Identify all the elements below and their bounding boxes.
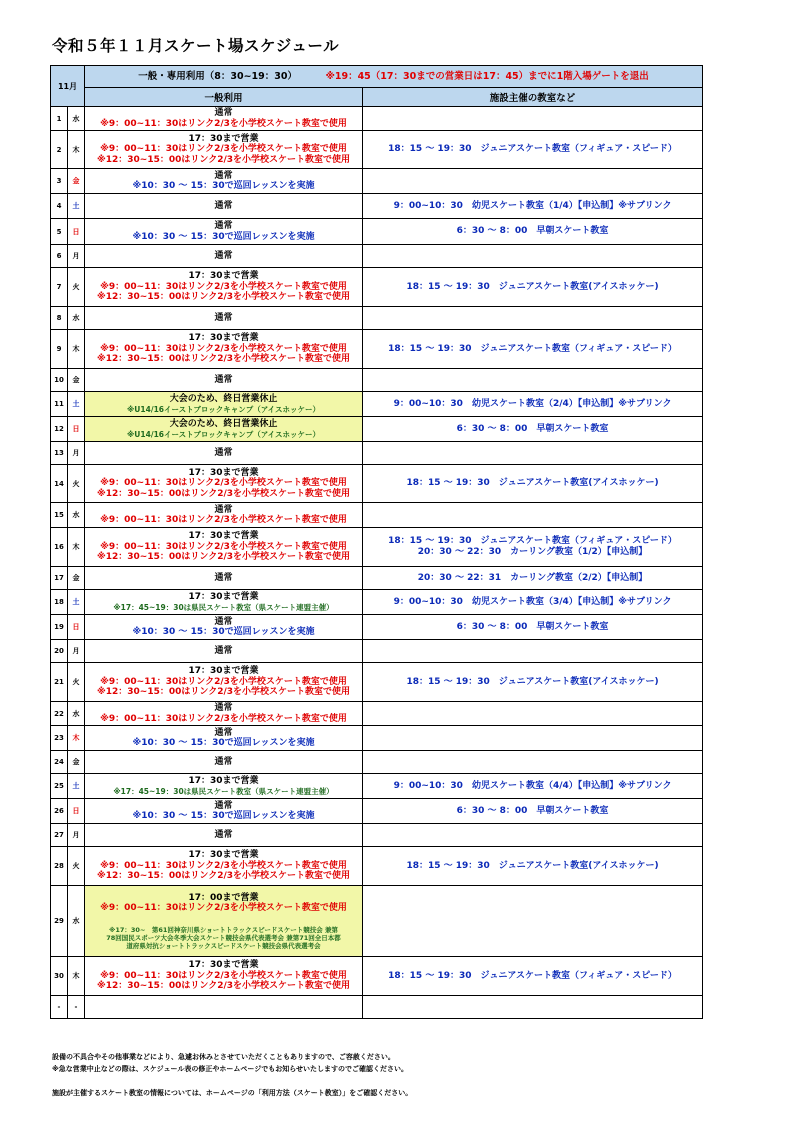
day-number: 21: [51, 663, 68, 702]
weekday: 日: [68, 799, 85, 824]
weekday: 日: [68, 219, 85, 245]
general-use-line: 通常: [214, 727, 233, 738]
weekday: 木: [68, 330, 85, 369]
table-row: [51, 774, 703, 799]
general-use-line: 通常: [214, 645, 233, 656]
general-use-line: ※9：00~11：30はリンク2/3を小学校スケート教室で使用: [100, 541, 347, 552]
day-number: 9: [51, 330, 68, 369]
facility-class-line: 9：00~10：30 幼児スケート教室（2/4）【申込制】※サブリンク: [393, 398, 672, 409]
general-use-cell: [85, 663, 363, 702]
weekday: 日: [68, 615, 85, 640]
facility-class-cell: [363, 957, 703, 996]
table-row: [51, 567, 703, 590]
facility-class-line: 9：00~10：30 幼児スケート教室（1/4）【申込制】※サブリンク: [393, 200, 672, 211]
facility-class-cell: [363, 465, 703, 503]
general-use-line: 大会のため、終日営業休止: [169, 419, 278, 430]
weekday: 月: [68, 442, 85, 465]
table-row: [51, 702, 703, 726]
day-number: 25: [51, 774, 68, 799]
day-number: 20: [51, 640, 68, 663]
table-row: [51, 330, 703, 369]
table-row: [51, 640, 703, 663]
general-use-line: ※9：00~11：30はリンク2/3を小学校スケート教室で使用: [100, 515, 347, 525]
day-number: 30: [51, 957, 68, 996]
general-use-line: 17：30まで営業: [188, 531, 259, 542]
facility-class-line: 18：15 ～ 19：30 ジュニアスケート教室(アイスホッケー): [406, 676, 659, 687]
facility-class-line: 18：15 ～ 19：30 ジュニアスケート教室(アイスホッケー): [406, 478, 659, 488]
footer-note-3: 施設が主催するスケート教室の情報については、ホームページの「利用方法（スケート教室）」をご確認ください。: [52, 1089, 413, 1097]
general-use-cell: [85, 465, 363, 503]
main-header: [85, 66, 703, 88]
general-use-line: ※9：00~11：30はリンク2/3を小学校スケート教室で使用: [100, 343, 347, 354]
column-header-general: 一般利用: [85, 88, 363, 107]
facility-class-cell: [363, 417, 703, 442]
table-row: [51, 369, 703, 392]
schedule-table: [50, 65, 703, 1019]
general-use-line: 通常: [214, 829, 233, 840]
table-row: [51, 169, 703, 194]
facility-class-cell: [363, 503, 703, 528]
facility-class-line: 18：15 ～ 19：30 ジュニアスケート教室（フィギュア・スピード）: [388, 970, 677, 981]
general-use-line: 17：00まで営業: [188, 892, 259, 903]
day-number: 26: [51, 799, 68, 824]
general-use-cell: [85, 726, 363, 751]
table-row: [51, 590, 703, 615]
facility-class-cell: [363, 824, 703, 847]
weekday: 金: [68, 567, 85, 590]
general-use-line: 道府県対抗ショートトラックスピードスケート競技会県代表選考会: [126, 941, 321, 950]
general-use-line: 17：30まで営業: [188, 960, 259, 971]
general-use-line: ※12：30~15：00はリンク2/3を小学校スケート教室で使用: [97, 981, 351, 992]
general-use-line: ※12：30~15：00はリンク2/3を小学校スケート教室で使用: [97, 154, 351, 165]
table-row: [51, 528, 703, 567]
general-use-line: 17：30まで営業: [188, 776, 259, 787]
weekday: 火: [68, 847, 85, 886]
general-use-cell: [85, 131, 363, 169]
footer-note-1: 設備の不具合やその他事業などにより、急遽お休みとさせていただくこともありますので、ご容赦ください。: [52, 1053, 395, 1061]
facility-class-cell: [363, 996, 703, 1019]
weekday: 月: [68, 640, 85, 663]
table-row: [51, 847, 703, 886]
table-row: [51, 886, 703, 957]
general-use-cell: [85, 799, 363, 824]
facility-class-cell: [363, 799, 703, 824]
table-row: [51, 503, 703, 528]
weekday: 火: [68, 663, 85, 702]
general-use-cell: [85, 847, 363, 886]
table-row: [51, 751, 703, 774]
facility-class-cell: [363, 268, 703, 307]
facility-class-cell: [363, 726, 703, 751]
facility-class-cell: [363, 886, 703, 957]
facility-class-cell: [363, 751, 703, 774]
general-use-line: ※17：30~ 第61回神奈川県ショートトラックスピードスケート競技会 兼第: [109, 925, 339, 934]
day-number: 28: [51, 847, 68, 886]
weekday: 月: [68, 245, 85, 268]
day-number: 13: [51, 442, 68, 465]
general-use-cell: [85, 268, 363, 307]
general-use-line: 通常: [214, 504, 233, 515]
weekday: 金: [68, 369, 85, 392]
general-use-line: 大会のため、終日営業休止: [169, 394, 278, 405]
day-number: 10: [51, 369, 68, 392]
facility-class-cell: [363, 392, 703, 417]
day-number: 4: [51, 194, 68, 219]
weekday: 土: [68, 194, 85, 219]
day-number: 22: [51, 702, 68, 726]
table-row: [51, 663, 703, 702]
general-use-line: ※12：30~15：00はリンク2/3を小学校スケート教室で使用: [97, 488, 351, 499]
weekday: 水: [68, 307, 85, 330]
day-number: 5: [51, 219, 68, 245]
general-use-cell: [85, 751, 363, 774]
table-row: [51, 245, 703, 268]
general-use-line: 17：30まで営業: [188, 333, 259, 344]
general-use-line: ※12：30~15：00はリンク2/3を小学校スケート教室で使用: [97, 354, 351, 365]
facility-class-cell: [363, 702, 703, 726]
day-number: 18: [51, 590, 68, 615]
general-use-line: 通常: [214, 447, 233, 458]
general-use-line: ※9：00~11：30はリンク2/3を小学校スケート教室で使用: [100, 281, 347, 292]
facility-class-cell: [363, 219, 703, 245]
general-use-cell: [85, 169, 363, 194]
general-use-line: 17：30まで営業: [188, 592, 259, 603]
facility-class-cell: [363, 169, 703, 194]
facility-class-line: 18：15 ～ 19：30 ジュニアスケート教室(アイスホッケー): [406, 281, 659, 292]
table-row: [51, 417, 703, 442]
facility-class-line: 20：30 ～ 22：31 カーリング教室（2/2）【申込制】: [417, 572, 648, 583]
day-number: 11: [51, 392, 68, 417]
facility-class-cell: [363, 245, 703, 268]
facility-class-line: 18：15 ～ 19：30 ジュニアスケート教室（フィギュア・スピード）: [388, 343, 677, 354]
facility-class-cell: [363, 847, 703, 886]
general-use-cell: [85, 442, 363, 465]
day-number: 24: [51, 751, 68, 774]
facility-class-cell: [363, 107, 703, 131]
day-number: 6: [51, 245, 68, 268]
table-row: [51, 194, 703, 219]
table-row: [51, 392, 703, 417]
day-number: 3: [51, 169, 68, 194]
general-use-line: 17：30まで営業: [188, 850, 259, 861]
general-use-line: 通常: [214, 312, 233, 323]
general-use-line: ※10：30 ～ 15：30で巡回レッスンを実施: [132, 811, 315, 821]
general-use-line: 17：30まで営業: [188, 271, 259, 282]
table-row: [51, 268, 703, 307]
weekday: 木: [68, 957, 85, 996]
table-row: [51, 996, 703, 1019]
day-number: 2: [51, 131, 68, 169]
day-number: 29: [51, 886, 68, 957]
general-use-line: ※U14/16イーストブロックキャンプ（アイスホッケー）: [127, 429, 321, 439]
general-use-line: ※17：45~19：30は県民スケート教室（県スケート連盟主催）: [113, 602, 334, 612]
general-use-cell: [85, 702, 363, 726]
table-row: [51, 957, 703, 996]
general-use-line: 通常: [214, 616, 233, 627]
general-use-line: 通常: [214, 221, 233, 231]
general-use-cell: [85, 528, 363, 567]
page-title: 令和５年１１月スケート場スケジュール: [52, 37, 340, 55]
facility-class-cell: [363, 774, 703, 799]
day-number: 14: [51, 465, 68, 503]
facility-class-line: 20：30 ～ 22：30 カーリング教室（1/2）【申込制】: [417, 547, 648, 557]
general-use-cell: [85, 590, 363, 615]
day-number: 17: [51, 567, 68, 590]
day-number: 1: [51, 107, 68, 131]
facility-class-cell: [363, 615, 703, 640]
facility-class-cell: [363, 528, 703, 567]
general-use-line: ※9：00~11：30はリンク2/3を小学校スケート教室で使用: [100, 903, 347, 913]
general-use-line: ※12：30~15：00はリンク2/3を小学校スケート教室で使用: [97, 552, 351, 563]
general-use-cell: [85, 886, 363, 957]
table-row: [51, 615, 703, 640]
general-use-line: ※12：30~15：00はリンク2/3を小学校スケート教室で使用: [97, 871, 351, 882]
facility-class-line: 6：30 ～ 8：00 早朝スケート教室: [456, 621, 609, 632]
facility-class-line: 6：30 ～ 8：00 早朝スケート教室: [456, 805, 609, 816]
general-use-cell: [85, 996, 363, 1019]
general-use-cell: [85, 417, 363, 442]
general-use-line: 通常: [214, 374, 233, 385]
general-use-cell: [85, 307, 363, 330]
weekday: 土: [68, 590, 85, 615]
weekday: 日: [68, 417, 85, 442]
facility-class-line: 9：00~10：30 幼児スケート教室（3/4）【申込制】※サブリンク: [393, 596, 672, 607]
weekday: -: [68, 996, 85, 1019]
general-use-cell: [85, 219, 363, 245]
table-row: [51, 107, 703, 131]
general-use-cell: [85, 774, 363, 799]
facility-class-cell: [363, 442, 703, 465]
facility-class-cell: [363, 369, 703, 392]
weekday: 水: [68, 107, 85, 131]
table-row: [51, 307, 703, 330]
general-use-cell: [85, 503, 363, 528]
general-use-line: 通常: [214, 703, 233, 713]
general-use-line: 78回国民スポーツ大会冬季大会スケート競技会県代表選考会 兼第71回全日本都: [106, 933, 341, 942]
day-number: 7: [51, 268, 68, 307]
day-number: -: [51, 996, 68, 1019]
weekday: 水: [68, 503, 85, 528]
general-use-line: 17：30まで営業: [188, 666, 259, 677]
general-use-line: 通常: [214, 800, 233, 811]
general-use-line: 17：30まで営業: [188, 133, 259, 144]
table-row: [51, 726, 703, 751]
general-use-cell: [85, 245, 363, 268]
table-row: [51, 442, 703, 465]
facility-class-cell: [363, 590, 703, 615]
general-use-line: 通常: [214, 756, 233, 767]
weekday: 水: [68, 886, 85, 957]
facility-class-line: 6：30 ～ 8：00 早朝スケート教室: [456, 226, 609, 236]
table-row: [51, 799, 703, 824]
weekday: 木: [68, 131, 85, 169]
weekday: 金: [68, 751, 85, 774]
weekday: 土: [68, 392, 85, 417]
general-use-line: 通常: [214, 108, 233, 118]
facility-class-line: 18：15 ～ 19：30 ジュニアスケート教室（フィギュア・スピード）: [388, 144, 677, 154]
general-use-cell: [85, 369, 363, 392]
general-use-cell: [85, 107, 363, 131]
table-row: [51, 219, 703, 245]
general-use-line: ※17：45~19：30は県民スケート教室（県スケート連盟主催）: [113, 786, 334, 796]
weekday: 土: [68, 774, 85, 799]
general-use-line: ※U14/16イーストブロックキャンプ（アイスホッケー）: [127, 404, 321, 414]
table-row: [51, 824, 703, 847]
general-use-cell: [85, 194, 363, 219]
weekday: 水: [68, 702, 85, 726]
day-number: 12: [51, 417, 68, 442]
column-header-facility: 施設主催の教室など: [363, 88, 703, 107]
general-use-line: ※10：30 ～ 15：30で巡回レッスンを実施: [132, 738, 315, 748]
facility-class-line: 9：00~10：30 幼児スケート教室（4/4）【申込制】※サブリンク: [393, 780, 672, 791]
general-use-line: ※10：30 ～ 15：30で巡回レッスンを実施: [132, 181, 315, 191]
facility-class-cell: [363, 131, 703, 169]
general-use-line: ※12：30~15：00はリンク2/3を小学校スケート教室で使用: [97, 687, 351, 698]
facility-class-line: 18：15 ～ 19：30 ジュニアスケート教室(アイスホッケー): [406, 860, 659, 871]
main-header-exit-note: ※19：45（17：30までの営業日は17：45）までに1階入場ゲートを退出: [325, 71, 649, 82]
general-use-line: ※10：30 ～ 15：30で巡回レッスンを実施: [132, 627, 315, 637]
general-use-line: 通常: [214, 200, 233, 211]
facility-class-cell: [363, 640, 703, 663]
general-use-cell: [85, 957, 363, 996]
facility-class-cell: [363, 330, 703, 369]
facility-class-line: 6：30 ～ 8：00 早朝スケート教室: [456, 423, 609, 434]
facility-class-cell: [363, 663, 703, 702]
general-use-line: ※9：00~11：30はリンク2/3を小学校スケート教室で使用: [100, 860, 347, 871]
weekday: 木: [68, 528, 85, 567]
general-use-line: 通常: [214, 170, 233, 181]
facility-class-cell: [363, 307, 703, 330]
general-use-line: ※9：00~11：30はリンク2/3を小学校スケート教室で使用: [100, 118, 347, 129]
general-use-line: ※9：00~11：30はリンク2/3を小学校スケート教室で使用: [100, 478, 347, 489]
facility-class-cell: [363, 194, 703, 219]
month-header: 11月: [51, 66, 85, 107]
general-use-line: ※9：00~11：30はリンク2/3を小学校スケート教室で使用: [100, 144, 347, 155]
day-number: 15: [51, 503, 68, 528]
day-number: 19: [51, 615, 68, 640]
footer-note-2: ※急な営業中止などの際は、スケジュール表の修正やホームページでもお知らせいたしますのでご確認ください。: [52, 1065, 409, 1073]
general-use-line: ※9：00~11：30はリンク2/3を小学校スケート教室で使用: [100, 970, 347, 981]
general-use-cell: [85, 640, 363, 663]
general-use-line: 通常: [214, 572, 233, 583]
general-use-cell: [85, 330, 363, 369]
day-number: 27: [51, 824, 68, 847]
weekday: 月: [68, 824, 85, 847]
day-number: 8: [51, 307, 68, 330]
general-use-cell: [85, 392, 363, 417]
weekday: 火: [68, 465, 85, 503]
facility-class-line: 18：15 ～ 19：30 ジュニアスケート教室（フィギュア・スピード）: [388, 536, 677, 546]
general-use-line: ※12：30~15：00はリンク2/3を小学校スケート教室で使用: [97, 292, 351, 303]
day-number: 23: [51, 726, 68, 751]
general-use-line: ※10：30 ～ 15：30で巡回レッスンを実施: [132, 231, 315, 242]
weekday: 木: [68, 726, 85, 751]
day-number: 16: [51, 528, 68, 567]
weekday: 金: [68, 169, 85, 194]
table-row: [51, 131, 703, 169]
general-use-cell: [85, 824, 363, 847]
facility-class-cell: [363, 567, 703, 590]
general-use-line: 17：30まで営業: [188, 467, 259, 478]
general-use-cell: [85, 567, 363, 590]
main-header-hours: 一般・専用利用（8：30~19：30）: [138, 71, 297, 82]
table-row: [51, 465, 703, 503]
general-use-line: ※9：00~11：30はリンク2/3を小学校スケート教室で使用: [100, 713, 347, 724]
general-use-line: ※9：00~11：30はリンク2/3を小学校スケート教室で使用: [100, 676, 347, 687]
general-use-cell: [85, 615, 363, 640]
general-use-line: 通常: [214, 250, 233, 261]
weekday: 火: [68, 268, 85, 307]
